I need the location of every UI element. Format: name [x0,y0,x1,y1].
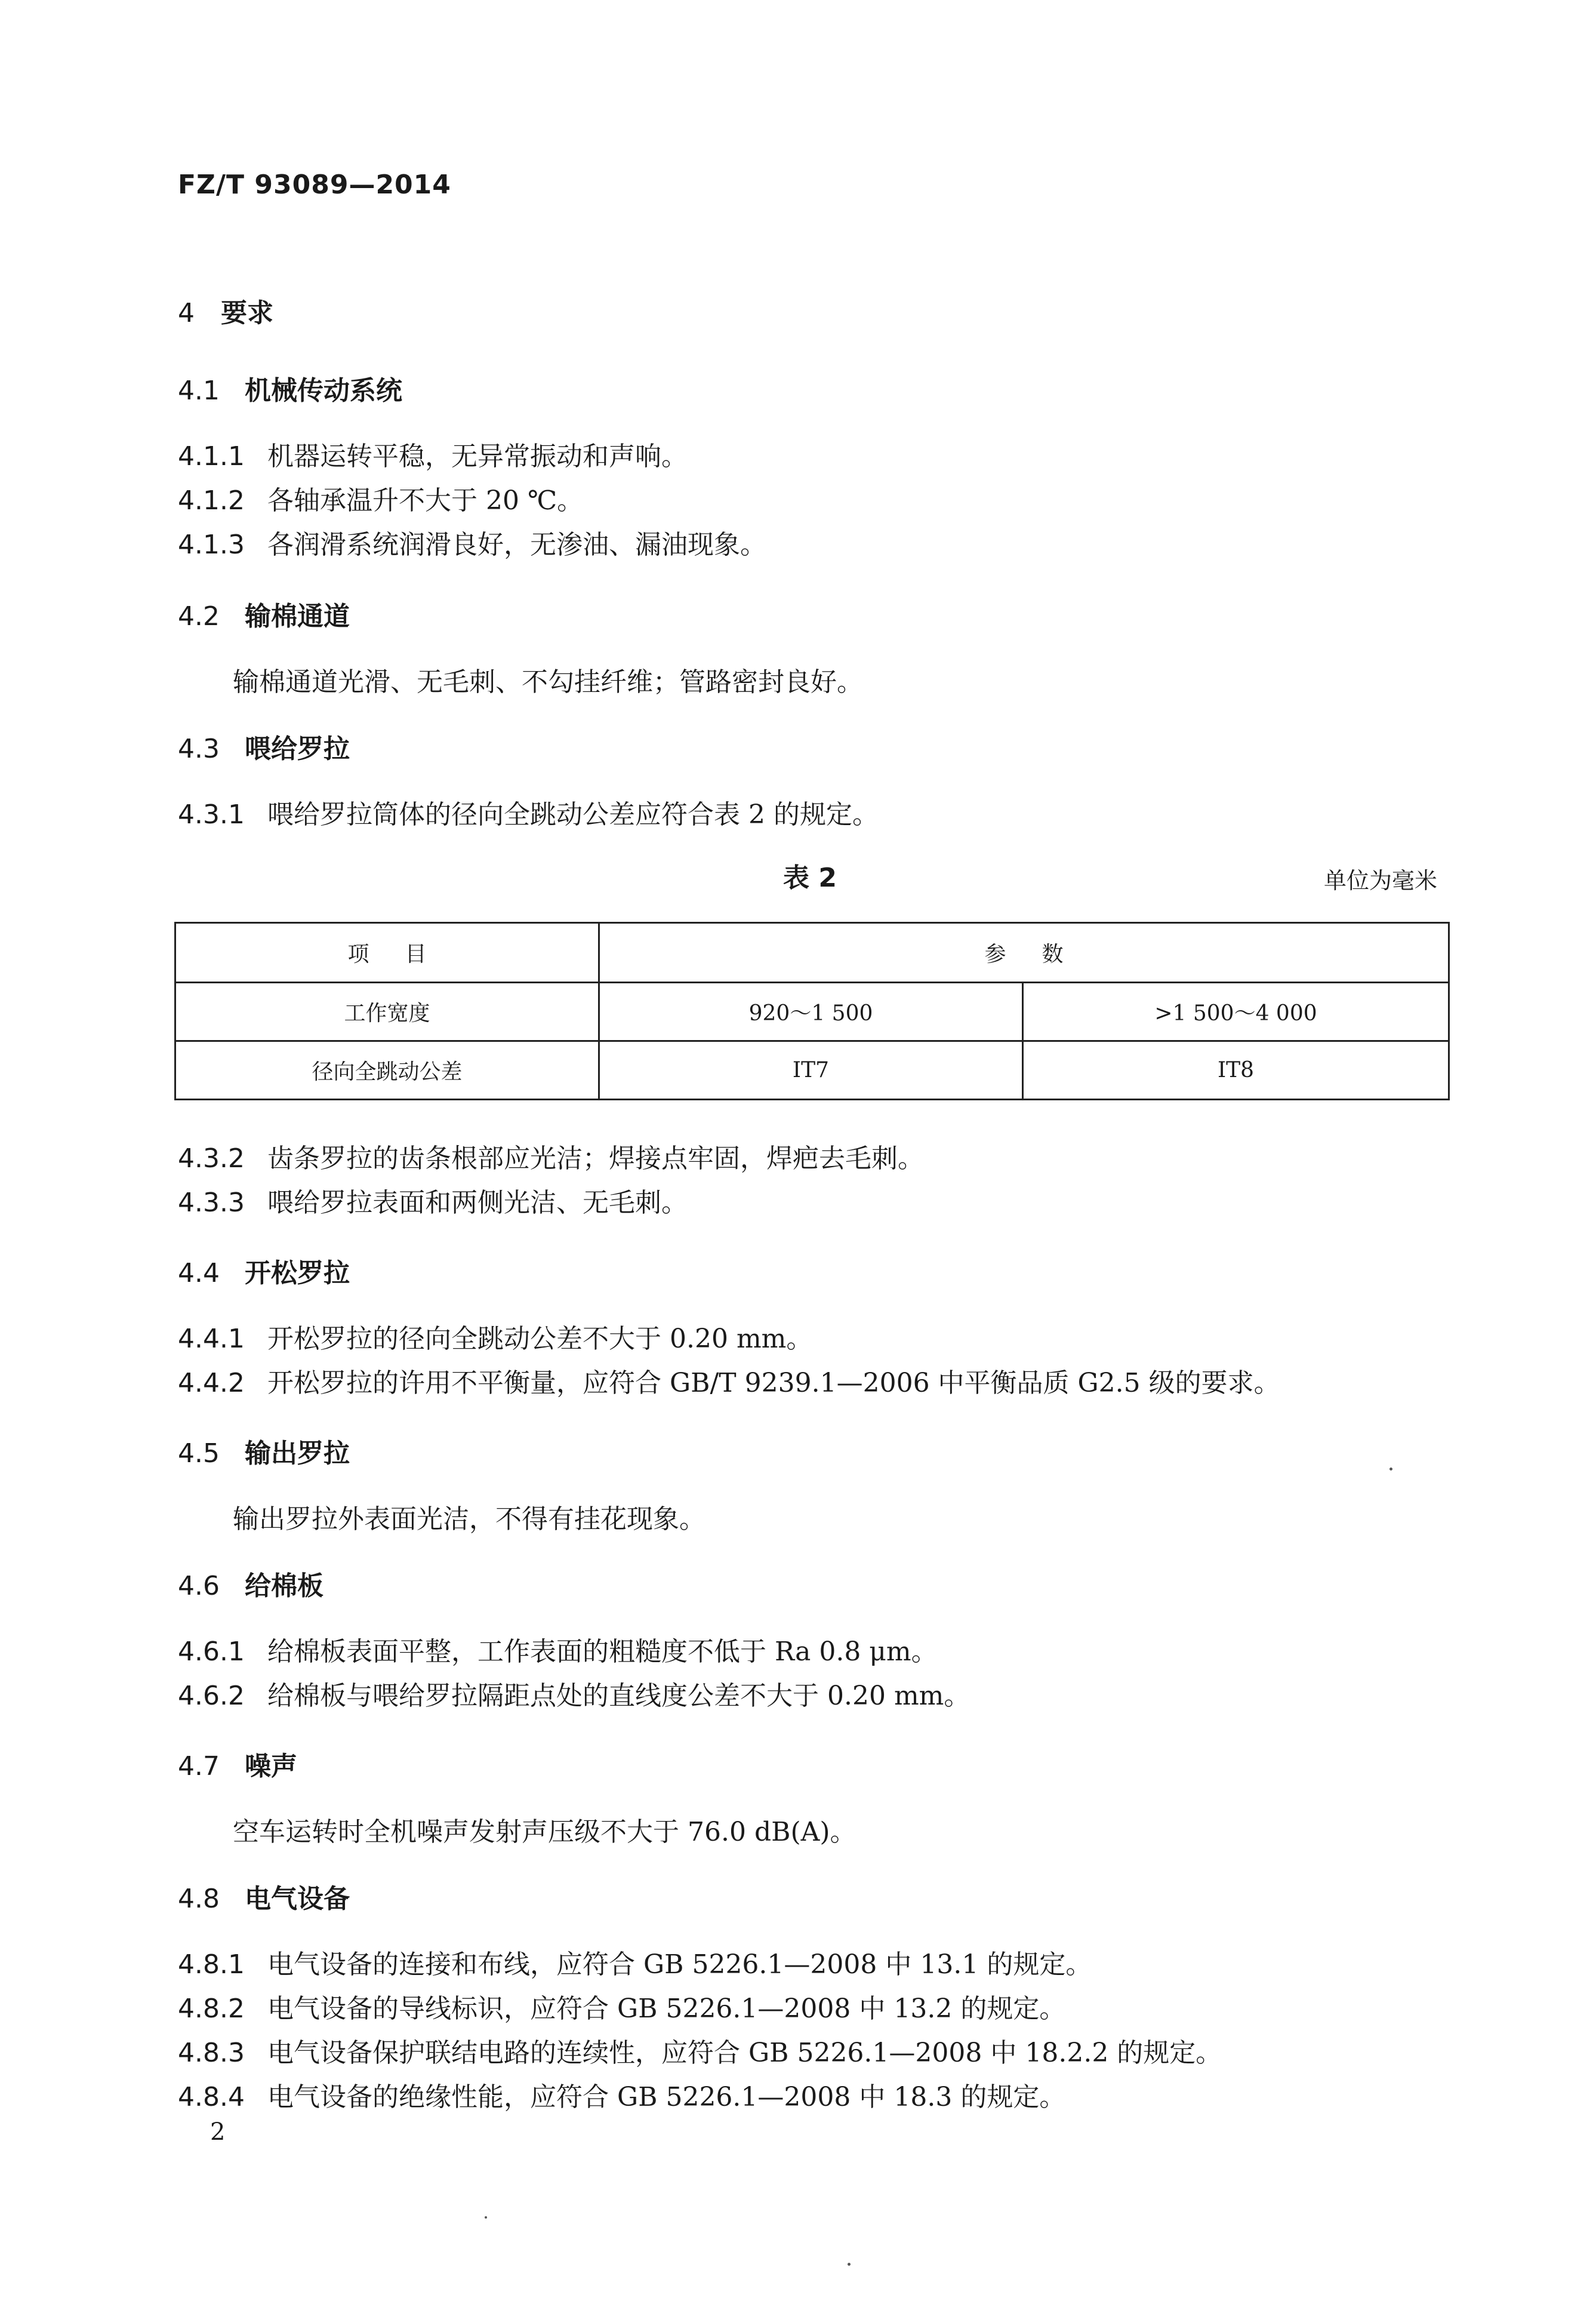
section-number: 4.3 [178,734,220,764]
table-row [175,983,1449,1041]
section-number: 4.5 [178,1438,220,1469]
section-4-2-text: 输棉通道光滑、无毛刺、不勾挂纤维；管路密封良好。 [233,667,863,697]
page-number: 2 [210,2118,226,2146]
section-title: 机械传动系统 [245,376,402,406]
clause-text: 齿条罗拉的齿条根部应光洁；焊接点牢固，焊疤去毛刺。 [267,1143,924,1174]
clause-4-8-1 [178,1943,1092,1981]
clause-text: 给棉板表面平整，工作表面的粗糙度不低于 Ra 0.8 μm。 [267,1636,938,1667]
table-header-row [175,923,1449,983]
clause-number: 4.1.2 [178,485,245,516]
clause-number: 4.8.2 [178,1994,245,2024]
clause-number: 4.3.2 [178,1143,245,1174]
clause-text: 电气设备的导线标识，应符合 GB 5226.1—2008 中 13.2 的规定。 [267,1994,1066,2024]
section-4-heading [178,291,273,330]
section-4-8-heading [178,1877,350,1915]
clause-4-3-1 [178,793,879,831]
row-label: 工作宽度 [175,983,599,1041]
clause-4-1-3 [178,523,766,561]
clause-text: 电气设备的绝缘性能，应符合 GB 5226.1—2008 中 18.3 的规定。 [267,2082,1066,2112]
clause-text: 给棉板与喂给罗拉隔距点处的直线度公差不大于 0.20 mm。 [267,1681,970,1711]
table-cell: 920～1 500 [599,983,1023,1041]
clause-number: 4.4.1 [178,1324,245,1354]
clause-number: 4.6.2 [178,1681,245,1711]
header-item: 项目 [175,923,599,983]
clause-4-3-2 [178,1137,924,1175]
clause-number: 4.3.3 [178,1188,245,1218]
clause-4-4-1 [178,1317,812,1355]
section-number: 4.4 [178,1258,220,1288]
clause-text: 开松罗拉的径向全跳动公差不大于 0.20 mm。 [267,1324,813,1354]
clause-number: 4.3.1 [178,799,245,830]
scan-speck [1389,1468,1392,1471]
clause-text: 机器运转平稳，无异常振动和声响。 [267,441,688,472]
table-2 [174,922,1450,1100]
clause-4-6-1 [178,1630,938,1668]
section-4-5-heading [178,1432,350,1470]
clause-number: 4.4.2 [178,1368,245,1398]
table-cell: IT7 [599,1041,1023,1100]
table-caption: 表 2 [783,863,837,893]
section-4-6-heading [178,1564,323,1602]
table-cell: >1 500～4 000 [1023,983,1449,1041]
clause-4-3-3 [178,1181,688,1219]
section-title: 给棉板 [245,1571,323,1601]
section-title: 输出罗拉 [245,1438,350,1469]
clause-4-8-4 [178,2075,1065,2114]
section-number: 4.8 [178,1884,220,1914]
section-4-3-heading [178,727,350,765]
clause-number: 4.1.1 [178,441,245,472]
section-title: 开松罗拉 [245,1258,350,1288]
section-title: 输棉通道 [245,601,350,632]
section-4-1-heading [178,369,402,407]
section-number: 4.7 [178,1751,220,1782]
clause-4-8-2 [178,1987,1065,2025]
section-number: 4 [178,298,195,328]
clause-number: 4.1.3 [178,530,245,560]
section-title: 电气设备 [245,1884,350,1914]
clause-text: 各轴承温升不大于 20 ℃。 [267,485,584,516]
section-title: 要求 [221,298,273,328]
section-number: 4.1 [178,376,220,406]
scan-speck [848,2263,851,2266]
table-cell: IT8 [1023,1041,1449,1100]
clause-4-1-2 [178,479,583,517]
clause-text: 各润滑系统润滑良好，无渗油、漏油现象。 [267,530,766,560]
clause-number: 4.8.4 [178,2082,245,2112]
clause-text: 电气设备的连接和布线，应符合 GB 5226.1—2008 中 13.1 的规定。 [267,1949,1092,1980]
table-unit-note: 单位为毫米 [1324,867,1438,894]
section-4-7-text: 空车运转时全机噪声发射声压级不大于 76.0 dB(A)。 [233,1817,856,1847]
section-4-7-heading [178,1745,297,1783]
section-title: 噪声 [245,1751,297,1782]
scan-speck [485,2216,487,2219]
section-number: 4.6 [178,1571,220,1601]
table-row [175,1041,1449,1100]
clause-text: 开松罗拉的许用不平衡量，应符合 GB/T 9239.1—2006 中平衡品质 G2.5 级的要求。 [267,1368,1280,1398]
section-4-2-heading [178,595,350,633]
clause-number: 4.6.1 [178,1636,245,1667]
clause-text: 喂给罗拉表面和两侧光洁、无毛刺。 [267,1188,688,1218]
section-title: 喂给罗拉 [245,734,350,764]
clause-4-8-3 [178,2031,1222,2069]
clause-number: 4.8.3 [178,2038,245,2068]
section-4-4-heading [178,1251,350,1290]
standard-code: FZ/T 93089—2014 [178,170,451,200]
clause-text: 喂给罗拉筒体的径向全跳动公差应符合表 2 的规定。 [267,799,879,830]
clause-4-1-1 [178,435,688,473]
clause-number: 4.8.1 [178,1949,245,1980]
clause-text: 电气设备保护联结电路的连续性，应符合 GB 5226.1—2008 中 18.2.2 的规定。 [267,2038,1222,2068]
row-label: 径向全跳动公差 [175,1041,599,1100]
section-number: 4.2 [178,601,220,632]
clause-4-4-2 [178,1361,1280,1399]
header-params: 参数 [599,923,1449,983]
section-4-5-text: 输出罗拉外表面光洁，不得有挂花现象。 [233,1504,705,1534]
clause-4-6-2 [178,1674,970,1712]
